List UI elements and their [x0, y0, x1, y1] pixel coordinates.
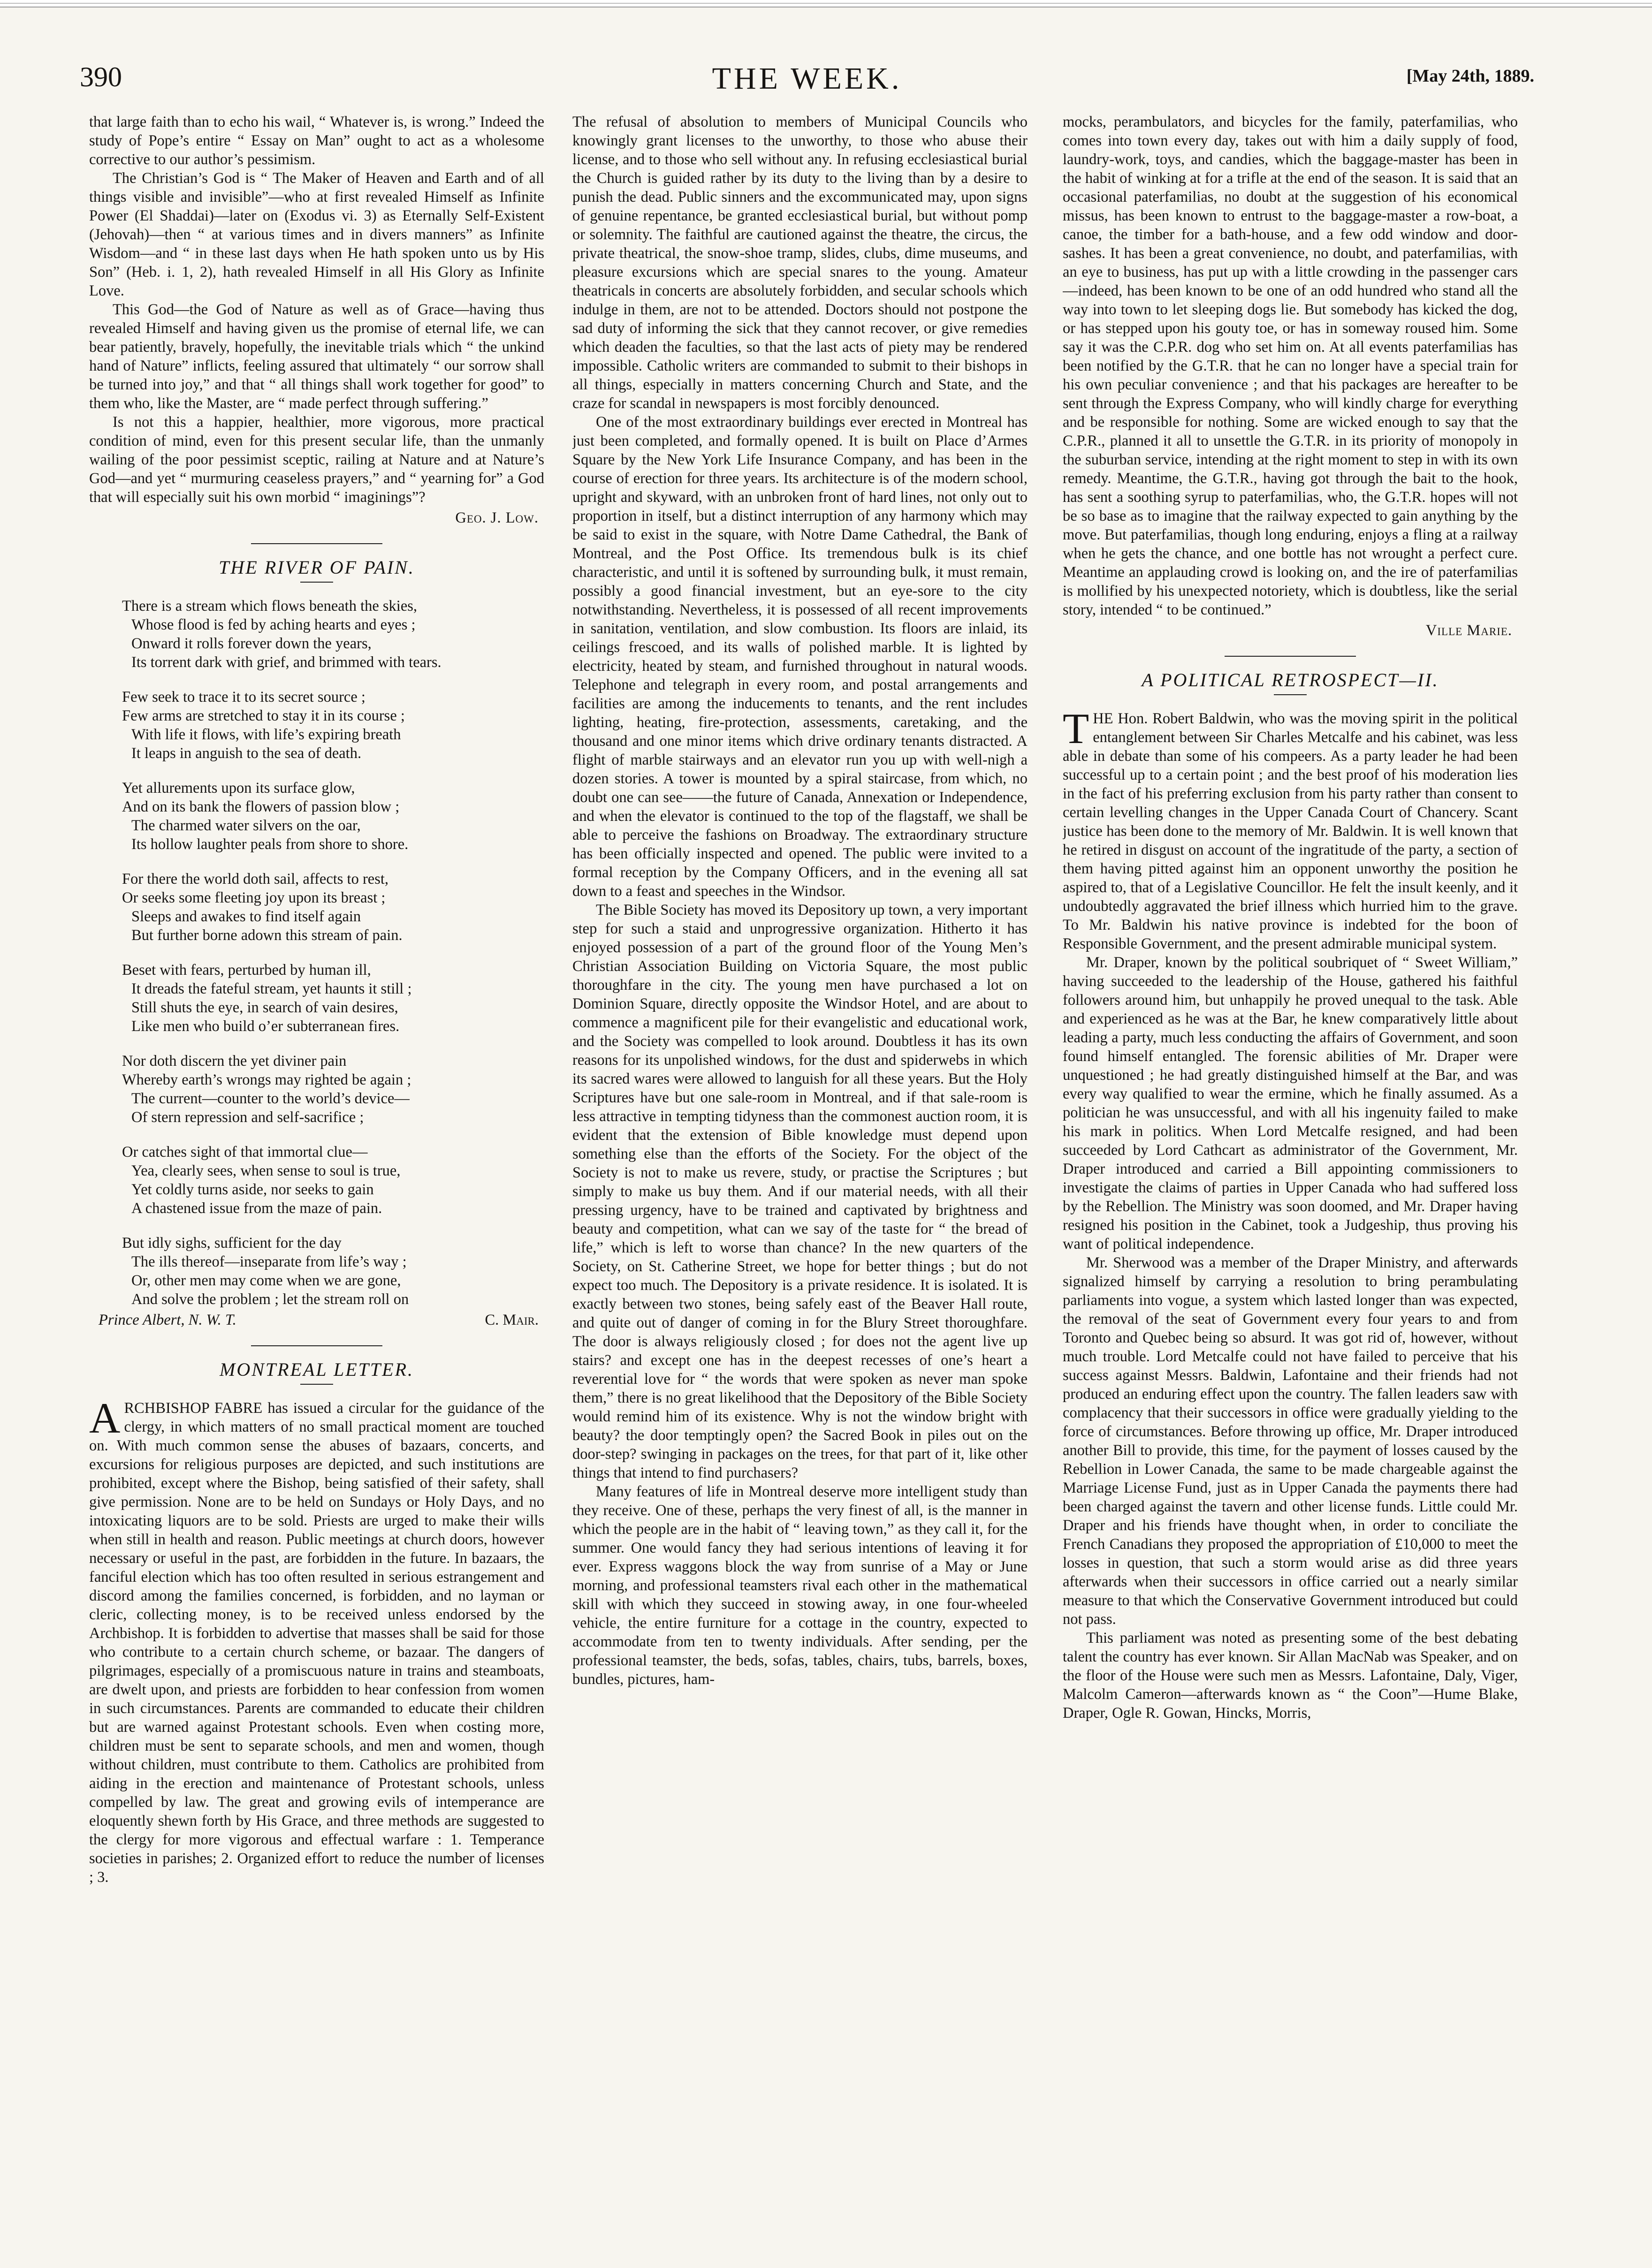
poem-line: Few arms are stretched to stay it in its course ;: [122, 707, 405, 724]
poem-line: It leaps in anguish to the sea of death.: [131, 745, 362, 762]
title-rule: [300, 1384, 333, 1385]
poem-place: Prince Albert, N. W. T.: [99, 1312, 236, 1328]
article-paragraph: THE Hon. Robert Baldwin, who was the moving spirit in the political entanglement between Sir Charles Metcalfe and his cabinet, was less able in debate than some of his compeers. As a party leader he had been successful up to a certain point ; and the best proof of his moderation lies in the fact of his preferring exclusion from his party rather than consent to certain levelling changes in the Upper Canada Court of Chancery. Scant justice has been done to the memory of Mr. Baldwin. It is well known that he retired in disgust on account of the ingratitude of the party, a section of them having pitted against him an opponent unworthy the position he aspired to, that of a Legislative Councillor. He felt the insult keenly, and it undoubtedly aggravated the brief illness which hurried him to the grave. To Mr. Baldwin his native province is indebted for the boon of Responsible Government, and the present admirable municipal system.: [1063, 705, 1518, 952]
article-paragraph: Is not this a happier, healthier, more vigorous, more practical condition of mind, even for this present secular life, than the unmanly wailing of the poor pessimist sceptic, railing at Nature and at Nature’s God—and yet “ murmuring ceaseless prayers,” and “ yearning for” a God that will especially suit his own morbid “ imaginings”?: [89, 414, 544, 506]
poem-line: With life it flows, with life’s expiring breath: [131, 726, 401, 743]
column-2: [572, 113, 1028, 2233]
poem-line: Few seek to trace it to its secret source ;: [122, 689, 365, 705]
article-paragraph: One of the most extraordinary buildings ever erected in Montreal has just been completed, and formally opened. It is built on Place d’Armes Square by the New York Life Insurance Company, and has been in the course of erection for three years. Its architecture is of the modern school, upright and skyward, with an unbroken front of hard lines, not only out to proportion in itself, but a distinct interruption of any harmony which may be said to exist in the square, with Notre Dame Cathedral, the Bank of Montreal, and the Post Office. Its tremendous bulk is its chief characteristic, and until it is softened by surrounding bulk, it must remain, possibly a good financial investment, but an eye-sore to the city notwithstanding. Nevertheless, it is possessed of all recent improvements in sanitation, ventilation, and slow combustion. Its floors are inlaid, its ceilings frescoed, and its walls of polished marble. It is lighted by electricity, heated by steam, and furnished throughout in natural woods. Telephone and telegraph in every room, and postal arrangements and facilities are among the inducements to tenants, and the rent includes lighting, heating, fire-protection, assessments, caretaking, and the thousand and one minor items which drive ordinary tenants distracted. A flight of marble stairways and an elevator run you up with well-nigh a dozen stories. A tower is mounted by a spiral staircase, from which, no doubt one can see——the future of Canada, Annexation or Independence, and when the elevator is continued to the top of the flagstaff, we shall be able to perceive the fashions on Broadway. The extraordinary structure has been officially inspected and opened. The public were invited to a formal reception by the Company Officers, and in the evening all sat down to a feast and speeches in the Windsor.: [572, 414, 1028, 900]
section-title-montreal-letter: MONTREAL LETTER.: [220, 1359, 414, 1380]
poem-line: Yea, clearly sees, when sense to soul is true,: [131, 1162, 401, 1179]
article-paragraph: The refusal of absolution to members of Municipal Councils who knowingly grant licenses to the unworthy, to those who abuse their license, and to those who sell without any. In refusing ecclesiastical burial the Church is guided rather by its duty to the living than by a desire to punish the dead. Public sinners and the excommunicated may, upon signs of genuine repentance, be granted ecclesiastical burial, but without pomp or solemnity. The faithful are cautioned against the theatre, the circus, the private theatrical, the snow-shoe tramp, slides, clubs, dime museums, and pleasure excursions which are special snares to the young. Amateur theatricals in concerts are absolutely forbidden, and secular schools which indulge in them, are not to be attended. Doctors should not postpone the sad duty of informing the sick that they cannot recover, or give remedies which deaden the faculties, so that the last acts of piety may be rendered impossible. Catholic writers are commanded to submit to their bishops in all things, especially in matters concerning Church and State, and the craze for scandal in newspapers is most forcibly denounced.: [572, 114, 1028, 412]
poem-stanza: [122, 870, 544, 945]
poem-stanza: [122, 597, 544, 672]
poem-line: And on its bank the flowers of passion blow ;: [122, 798, 400, 815]
poem-line: And solve the problem ; let the stream roll on: [131, 1291, 409, 1308]
poem-line: Or, other men may come when we are gone,: [131, 1272, 401, 1289]
section-divider: [1225, 656, 1356, 657]
article-paragraph: Mr. Draper, known by the political soubriquet of “ Sweet William,” having succeeded to the leadership of the House, gathered his faithful followers around him, but unhappily he proved unequal to the task. Able and experienced as he was at the Bar, he knew comparatively little about leading a party, much less conducting the affairs of Government, and soon found himself entangled. The forensic abilities of Mr. Draper were unquestioned ; he had greatly distinguished himself at the Bar, and was every way qualified to wear the ermine, which he finally assumed. As a politician he was unsuccessful, and with all his ingenuity failed to make his mark in politics. When Lord Metcalfe resigned, and had been succeeded by Lord Cathcart as administrator of the Government, Mr. Draper introduced and carried a Bill appointing commissioners to investigate the claims of parties in Upper Canada who had suffered loss by the Rebellion. The Ministry was soon doomed, and Mr. Draper having resigned his position in the Cabinet, took a Judgeship, thus proving his want of political independence.: [1063, 954, 1518, 1252]
poem-line: Like men who build o’er subterranean fires.: [131, 1018, 400, 1035]
page-header: [80, 61, 1534, 103]
article-signature: Geo. J. Low.: [455, 509, 539, 526]
issue-date: [May 24th, 1889.: [1406, 66, 1534, 86]
article-paragraph: Mr. Sherwood was a member of the Draper Ministry, and afterwards signalized himself by carrying a resolution to bring perambulating parliaments into vogue, a system which lasted longer than was expected, the removal of the seat of Government every four years to and from Toronto and Quebec being so absurd. It was got rid of, however, without much trouble. Lord Metcalfe could not have failed to perceive that his success against Messrs. Baldwin, Lafontaine and their friends had not produced an enduring effect upon the country. The fallen leaders saw with complacency that their successors in office were gradually yielding to the force of circumstances. Before throwing up office, Mr. Draper introduced another Bill to provide, this time, for the payment of losses caused by the Rebellion in Lower Canada, the same to be made chargeable against the Marriage License Fund, just as in Upper Canada the payments there had been charged against the tavern and other license funds. Little could Mr. Draper and his friends have thought when, in order to conciliate the French Canadians they proposed the appropriation of £10,000 to meet the losses in question, that such a storm would arise as did three years afterwards when their successors in office carried out a nearly similar measure to that which the Conservative Government introduced but could not pass.: [1063, 1254, 1518, 1628]
title-rule: [1274, 694, 1307, 695]
poem-stanza: [122, 961, 544, 1036]
column-1: [89, 113, 544, 2233]
poem-line: It dreads the fateful stream, yet haunts it still ;: [131, 980, 412, 997]
poem-line: Sleeps and awakes to find itself again: [131, 908, 361, 925]
article-paragraph: This God—the God of Nature as well as of Grace—having thus revealed Himself and having given us the promise of eternal life, we can bear patiently, bravely, hopefully, the inevitable trials which “ the unkind hand of Nature” inflicts, feeling assured that ultimately “ our sorrow shall be turned into joy,” and that “ all things shall work together for good” to them who, like the Master, are “ made perfect through suffering.”: [89, 301, 544, 412]
poem-line: Its torrent dark with grief, and brimmed with tears.: [131, 654, 442, 671]
poem-line: Its hollow laughter peals from shore to shore.: [131, 836, 409, 853]
page-number: 390: [80, 61, 122, 92]
poem-line: A chastened issue from the maze of pain.: [131, 1200, 382, 1217]
poem-line: The current—counter to the world’s device—: [131, 1090, 410, 1107]
poem-stanza: [122, 1052, 544, 1127]
column-3: [1063, 113, 1518, 2233]
poem-line: Beset with fears, perturbed by human ill,: [122, 962, 371, 979]
article-paragraph: This parliament was noted as presenting some of the best debating talent the country has ever known. Sir Allan MacNab was Speaker, and on the floor of the House were such men as Messrs. Lafontaine, Daly, Viger, Malcolm Cameron—afterwards known as “ the Coon”—Hume Blake, Draper, Ogle R. Gowan, Hincks, Morris,: [1063, 1630, 1518, 1722]
article-paragraph: ARCHBISHOP FABRE has issued a circular for the guidance of the clergy, in which matters of no small practical moment are touched on. With much common sense the abuses of bazaars, concerts, and excursions for religious purposes are depicted, and such institutions are prohibited, except where the Bishop, being satisfied of their safety, shall give permission. None are to be held on Sundays or Holy Days, and no intoxicating liquors are to be sold. Priests are urged to make their wills when still in health and reason. Public meetings at church doors, however necessary or useful in the past, are forbidden in the future. In bazaars, the fanciful election which has too often resulted in serious estrangement and discord among the families concerned, is forbidden, and no layman or cleric, collecting money, is to be received unless endorsed by the Archbishop. It is forbidden to advertise that masses shall be said for those who contribute to a certain church scheme, or bazaar. The dangers of pilgrimages, especially of a promiscuous nature in trains and steamboats, are dwelt upon, and priests are forbidden to hear confession from women in such circumstances. Parents are commanded to educate their children but are warned against Protestant schools. Even when costing more, children must be sent to separate schools, and men and women, though without children, must contribute to them. Catholics are prohibited from aiding in the erection and maintenance of Protestant schools, unless compelled by law. The great and growing evils of intemperance are eloquently shewn forth by His Grace, and three methods are suggested to the clergy for more vigorous and effectual warfare : 1. Temperance societies in parishes; 2. Organized effort to reduce the number of licenses ; 3.: [89, 1394, 544, 1886]
section-divider: [251, 1345, 382, 1346]
poem-line: Of stern repression and self-sacrifice ;: [131, 1109, 364, 1126]
poem-line: Onward it rolls forever down the years,: [131, 635, 372, 652]
poem-author: C. Mair.: [485, 1312, 539, 1328]
article-paragraph: mocks, perambulators, and bicycles for the family, paterfamilias, who comes into town every day, takes out with him a daily supply of food, laundry-work, toys, and candies, which the baggage-master has been in the habit of winking at for a trifle at the end of the season. It is said that an occasional paterfamilias, no doubt at the suggestion of his economical missus, has been known to entrust to the baggage-master a row-boat, a canoe, the timber for a bath-house, and a few odd window and door-sashes. It has been a great convenience, no doubt, and paterfamilias, with an eye to business, has put up with a little crowding in the passenger cars—indeed, has been known to be one of an odd hundred who stand all the way into town to let sleeping dogs lie. But somebody has kicked the dog, or has stepped upon his gouty toe, or has in someway roused him. Some say it was the C.P.R. dog who set him on. At all events paterfamilias has been notified by the G.T.R. that he can no longer have a special train for his own peculiar convenience ; and that his packages are hereafter to be sent through the Express Company, who will kindly charge for everything and be responsible for nothing. Some are wicked enough to say that the C.P.R., planned it all to unsettle the G.T.R. in its priority of monopoly in the suburban service, intending at the right moment to step in with its own remedy. Meantime, the G.T.R., having got through the bait to the hook, has sent a soothing syrup to paterfamilias, who, the G.T.R. hopes will not be so base as to imagine that the railway expected to gain anything by the move. But paterfamilias, though long enduring, enjoys a fling at a railway when he gets the chance, and one bottle has not wrought a perfect cure. Meantime an applauding crowd is looking on, and the ire of paterfamilias is mollified by his unexpected notoriety, which is doubtless, like the serial story, intended “ to be continued.”: [1063, 114, 1518, 618]
article-paragraph: that large faith than to echo his wail, “ Whatever is, is wrong.” Indeed the study of Pope’s entire “ Essay on Man” ought to act as a wholesome corrective to our author’s pessimism.: [89, 114, 544, 168]
masthead-title: THE WEEK.: [712, 61, 902, 96]
section-divider: [251, 543, 382, 544]
poem-line: Still shuts the eye, in search of vain desires,: [131, 999, 398, 1016]
poem-line: Nor doth discern the yet diviner pain: [122, 1053, 347, 1070]
title-rule: [300, 582, 333, 583]
poem-line: Yet coldly turns aside, nor seeks to gain: [131, 1181, 374, 1198]
top-border-rule: [0, 0, 1652, 13]
poem-line: Whereby earth’s wrongs may righted be again ;: [122, 1071, 411, 1088]
article-paragraph: Many features of life in Montreal deserve more intelligent study than they receive. One of these, perhaps the very finest of all, is the manner in which the people are in the habit of “ leaving town,” as they call it, for the summer. One would fancy they had serious intentions of leaving it for ever. Express waggons block the way from sunrise of a May or June morning, and professional teamsters rival each other in the mathematical skill with which they succeed in stowing away, in one four-wheeled vehicle, the entire furniture for a cottage in the country, expected to accommodate from ten to twenty individuals. After sending, per the professional teamster, the beds, sofas, tables, chairs, tubs, barrels, boxes, bundles, pictures, ham-: [572, 1483, 1028, 1688]
poem-stanza: [122, 1143, 544, 1218]
poem-stanza: [122, 779, 544, 854]
poem-line: But idly sighs, sufficient for the day: [122, 1235, 342, 1252]
poem-line: But further borne adown this stream of pain.: [131, 927, 403, 944]
poem-line: There is a stream which flows beneath the skies,: [122, 598, 418, 614]
article-signature: Ville Marie.: [1425, 622, 1512, 639]
article-paragraph: The Bible Society has moved its Depository up town, a very important step for such a staid and unprogressive organization. Hitherto it has enjoyed possession of a part of the ground floor of the Young Men’s Christian Association Building on Victoria Square, the most public thoroughfare in the city. The young men have purchased a lot on Dominion Square, directly opposite the Windsor Hotel, and are about to commence a magnificent pile for their evangelistic and educational work, and the Society was compelled to look around. Doubtless it has its own reasons for its unpolished windows, for the dust and spiderwebs in which its sacred wares were allowed to languish for all these years. But the Holy Scriptures have but one sale-room in Montreal, and if that sale-room is less attractive in tempting tidyness than the commonest auction room, it is evident that the extension of Bible knowledge must depend upon something else than the efforts of the Society. For the object of the Society is not to make us revere, study, or practise the Scriptures ; but simply to make us buy them. And if our material needs, with all their pressing urgency, have to be trained and captivated by brightness and beauty and competition, what can we say of the taste for “ the bread of life,” which is left to worse than chance? In the new quarters of the Society, on St. Catherine Street, we hope for better things ; but do not expect too much. The Depository is a private residence. It is isolated. It is exactly between two stones, being safely east of the Beaver Hall route, and quite out of danger of coming in for the Blury Street thoroughfare. The door is always religiously closed ; for does not the agent live up stairs? and except one has in the deepest recesses of one’s heart a reverential love for “ the words that were spoken as never man spoke them,” there is no great likelihood that the Depository of the Bible Society would remind him of its existence. Why is not the window bright with beauty? the door temptingly open? the Sacred Book in piles out on the door-step? swinging in packages on the trees, for that part of it, like other things that intend to find purchasers?: [572, 902, 1028, 1481]
poem-line: Or catches sight of that immortal clue—: [122, 1144, 368, 1161]
poem-stanza: [122, 688, 544, 763]
poem-line: Whose flood is fed by aching hearts and eyes ;: [131, 616, 416, 633]
poem-title: THE RIVER OF PAIN.: [219, 557, 415, 578]
poem-line: Or seeks some fleeting joy upon its breast ;: [122, 889, 386, 906]
section-title-political-retrospect: A POLITICAL RETROSPECT—II.: [1142, 669, 1439, 690]
poem-line: For there the world doth sail, affects to rest,: [122, 871, 389, 887]
poem-byline: [89, 1311, 544, 1329]
poem-stanza: [122, 1234, 544, 1309]
poem-body: [89, 597, 544, 1309]
poem-line: The ills thereof—inseparate from life’s way ;: [131, 1253, 407, 1270]
poem-line: The charmed water silvers on the oar,: [131, 817, 361, 834]
article-paragraph: The Christian’s God is “ The Maker of Heaven and Earth and of all things visible and invisible”—who at first revealed Himself as Infinite Power (El Shaddai)—later on (Exodus vi. 3) as Eternally Self-Existent (Jehovah)—then “ at various times and in divers manners” as Infinite Wisdom—and “ in these last days when He hath spoken unto us by His Son” (Heb. i. 1, 2), hath revealed Himself in all His Glory as Infinite Love.: [89, 170, 544, 299]
poem-line: Yet allurements upon its surface glow,: [122, 780, 355, 796]
